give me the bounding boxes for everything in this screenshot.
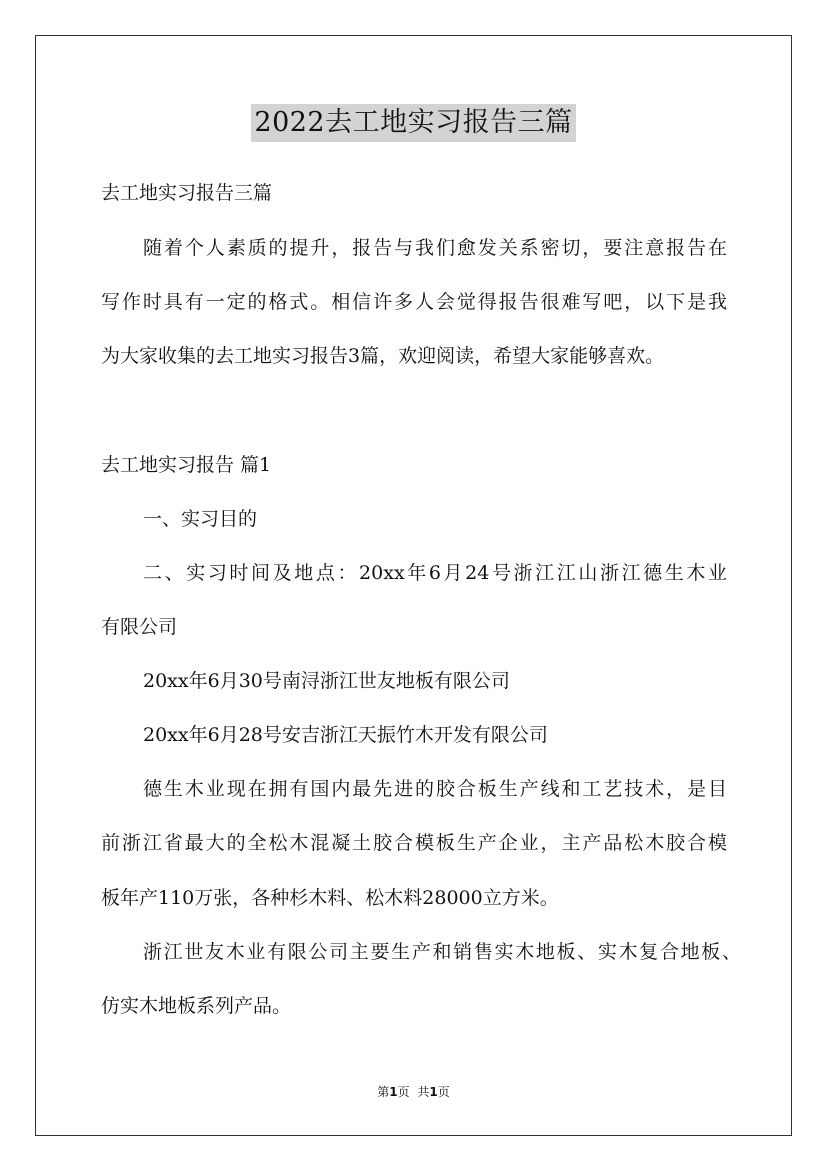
body-line-4: 浙江世友木业有限公司主要生产和销售实木地板、实木复合地板、 bbox=[143, 941, 741, 963]
location-line-2: 20xx年6月28号安吉浙江天振竹木开发有限公司 bbox=[143, 724, 548, 746]
item-purpose: 一、实习目的 bbox=[143, 508, 258, 530]
document-title: 2022去工地实习报告三篇 bbox=[251, 104, 575, 142]
footer-page-suffix: 页 bbox=[397, 1085, 410, 1099]
location-line-1: 20xx年6月30号南浔浙江世友地板有限公司 bbox=[143, 670, 510, 692]
intro-line-3: 为大家收集的去工地实习报告3篇，欢迎阅读，希望大家能够喜欢。 bbox=[101, 345, 665, 367]
item-time-place: 二、实习时间及地点：20xx年6月24号浙江江山浙江德生木业 bbox=[143, 562, 727, 584]
body-line-5: 仿实木地板系列产品。 bbox=[101, 995, 292, 1017]
intro-line-2: 写作时具有一定的格式。相信许多人会觉得报告很难写吧，以下是我 bbox=[101, 291, 727, 313]
footer-page-number: 1 bbox=[389, 1085, 398, 1099]
title-container bbox=[0, 104, 827, 142]
body-line-3: 板年产110万张，各种杉木料、松木料28000立方米。 bbox=[101, 887, 559, 909]
footer-page-prefix: 第 bbox=[377, 1085, 390, 1099]
page-footer bbox=[0, 1084, 827, 1100]
section-heading: 去工地实习报告 篇1 bbox=[101, 454, 272, 476]
intro-line-1: 随着个人素质的提升，报告与我们愈发关系密切，要注意报告在 bbox=[143, 237, 727, 259]
footer-total-prefix: 共 bbox=[417, 1085, 430, 1099]
item-time-place-cont: 有限公司 bbox=[101, 616, 178, 638]
footer-total-number: 1 bbox=[429, 1085, 438, 1099]
body-line-1: 德生木业现在拥有国内最先进的胶合板生产线和工艺技术，是目 bbox=[143, 778, 727, 800]
body-line-2: 前浙江省最大的全松木混凝土胶合模板生产企业，主产品松木胶合模 bbox=[101, 832, 727, 854]
footer-total-suffix: 页 bbox=[437, 1085, 450, 1099]
subtitle-line: 去工地实习报告三篇 bbox=[101, 182, 273, 204]
